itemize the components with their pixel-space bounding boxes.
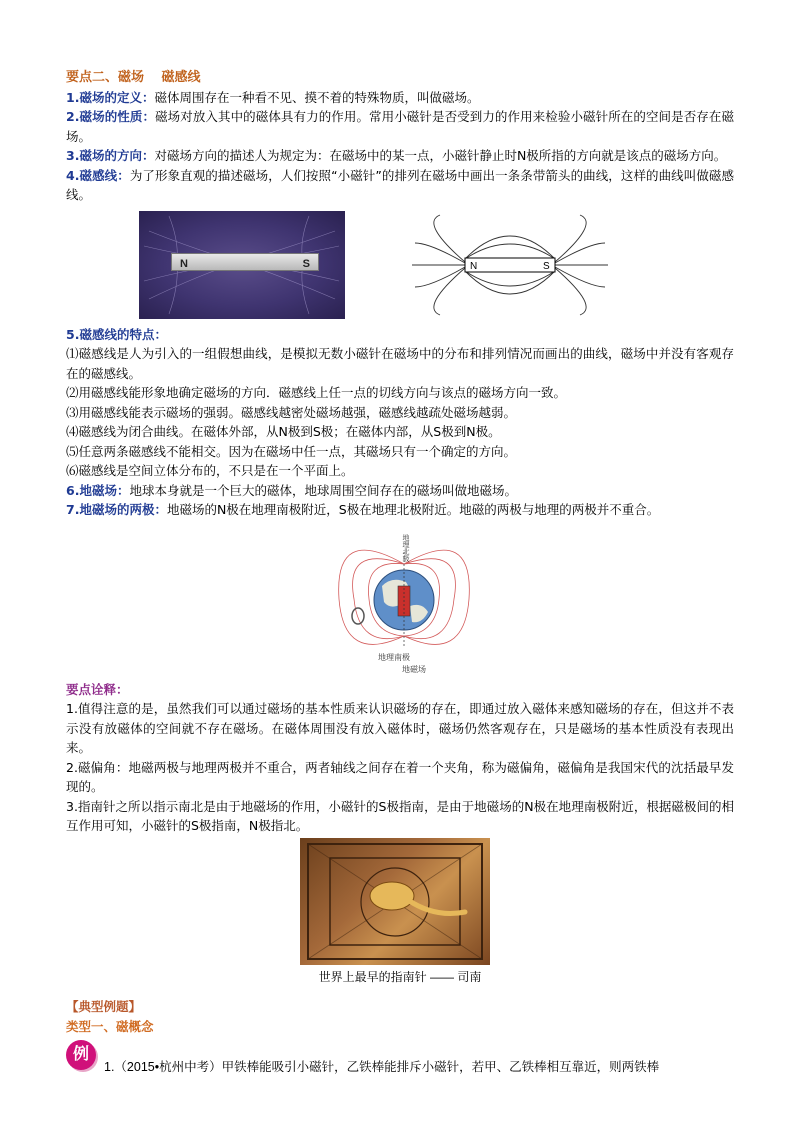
item-7-term: 7.地磁场的两极： (66, 502, 167, 517)
feature-6: ⑹磁感线是空间立体分布的，不只是在一个平面上。 (66, 463, 354, 478)
note-2: 2.磁偏角：地磁两极与地理两极并不重合，两者轴线之间存在着一个夹角，称为磁偏角，磁偏角是我国宋代的沈括最早发现的。 (66, 759, 734, 794)
sinan-drawing (300, 838, 490, 965)
feature-2: ⑵用磁感线能形象地确定磁场的方向．磁感线上任一点的切线方向与该点的磁场方向一致。 (66, 385, 567, 400)
photo-n-label: N (180, 257, 188, 270)
item-6-term: 6.地磁场： (66, 482, 130, 498)
note-3: 3.指南针之所以指示南北是由于地磁场的作用，小磁针的S极指南，是由于地磁场的N极在地理南极附近，根据磁极间的相互作用可知，小磁针的S极指南，N极指北。 (66, 798, 734, 833)
feature-4: ⑷磁感线为闭合曲线。在磁体外部，从N极到S极；在磁体内部，从S极到N极。 (66, 424, 501, 439)
diagram-n-label: N (470, 260, 478, 272)
sinan-photo (300, 838, 490, 965)
item-1-text: 磁体周围存在一种看不见、摸不着的特殊物质，叫做磁场。 (154, 89, 480, 105)
example-badge: 例 (66, 1040, 96, 1070)
earth-field-diagram (334, 524, 474, 674)
note-1: 1.值得注意的是，虽然我们可以通过磁场的基本性质来认识磁场的存在，即通过放入磁体来感知磁场的存在，但这并不表示没有放磁体的空间就不存在磁场。在磁体周围没有放入磁体时，磁场仍然客观存在，只是磁场的基本性质没有表现出来。 (66, 701, 734, 755)
field-lines-diagram (410, 213, 610, 317)
south-pole-label: 地理南极 (378, 652, 410, 662)
section-title: 要点二、磁场 磁感线 (66, 70, 201, 85)
diagram-s-label: S (543, 260, 550, 272)
question-1: 1.（2015•杭州中考）甲铁棒能吸引小磁针，乙铁棒能排斥小磁针，若甲、乙铁棒相互靠近，则两铁棒 (104, 1060, 660, 1074)
item-7 (66, 500, 734, 520)
feature-3: ⑶用磁感线能表示磁场的强弱。磁感线越密处磁场越强，磁感线越疏处磁场越弱。 (66, 404, 517, 420)
item-3-term: 3.磁场的方向： (66, 148, 155, 163)
item-7-text: 地磁场的N极在地理南极附近，S极在地理北极附近。地磁的两极与地理的两极并不重合。 (166, 502, 660, 517)
iron-filings-photo (139, 211, 345, 319)
feature-1: ⑴磁感线是人为引入的一组假想曲线，是模拟无数小磁针在磁场中的分布和排列情况而画出的曲线，磁场中并没有客观存在的磁感线。 (66, 346, 734, 381)
item-4-term: 4.磁感线： (66, 167, 130, 183)
north-pole-label: 地理北极 (402, 533, 410, 562)
photo-s-label: S (302, 257, 310, 270)
sinan-caption: 世界上最早的指南针 —— 司南 (318, 969, 482, 984)
item-3-text: 对磁场方向的描述人为规定为：在磁场中的某一点，小磁针静止时N极所指的方向就是该点的磁场方向。 (154, 148, 727, 163)
item-2-term: 2.磁场的性质： (66, 109, 156, 124)
item-6 (66, 481, 734, 501)
item-2-text: 磁场对放入其中的磁体具有力的作用。常用小磁针是否受到力的作用来检验小磁针所在的空间是否存在磁场。 (66, 109, 734, 144)
example-1 (66, 1040, 734, 1080)
notes-title: 要点诠释： (66, 681, 129, 697)
item-2 (66, 107, 734, 146)
item-4-text: 为了形象直观的描述磁场，人们按照“小磁针”的排列在磁场中画出一条条带箭头的曲线，这样的曲线叫做磁感线。 (66, 167, 734, 202)
item-6-text: 地球本身就是一个巨大的磁体，地球周围空间存在的磁场叫做地磁场。 (129, 482, 517, 498)
bar-magnet (171, 253, 319, 271)
type-1-title: 类型一、磁概念 (66, 1018, 154, 1034)
magnet-figure-row (66, 211, 734, 319)
item-3 (66, 146, 734, 166)
feature-5: ⑸任意两条磁感线不能相交。因为在磁场中任一点，其磁场只有一个确定的方向。 (66, 443, 517, 459)
item-4 (66, 166, 734, 205)
item-1 (66, 88, 734, 108)
item-5-term: 5.磁感线的特点： (66, 326, 167, 342)
sinan-figure (66, 838, 734, 966)
examples-title: 【典型例题】 (66, 999, 142, 1014)
earth-field-caption: 地磁场 (402, 664, 426, 674)
earth-field-figure (66, 524, 734, 674)
item-1-term: 1.磁场的定义： (66, 89, 155, 105)
document-page (66, 68, 734, 1080)
